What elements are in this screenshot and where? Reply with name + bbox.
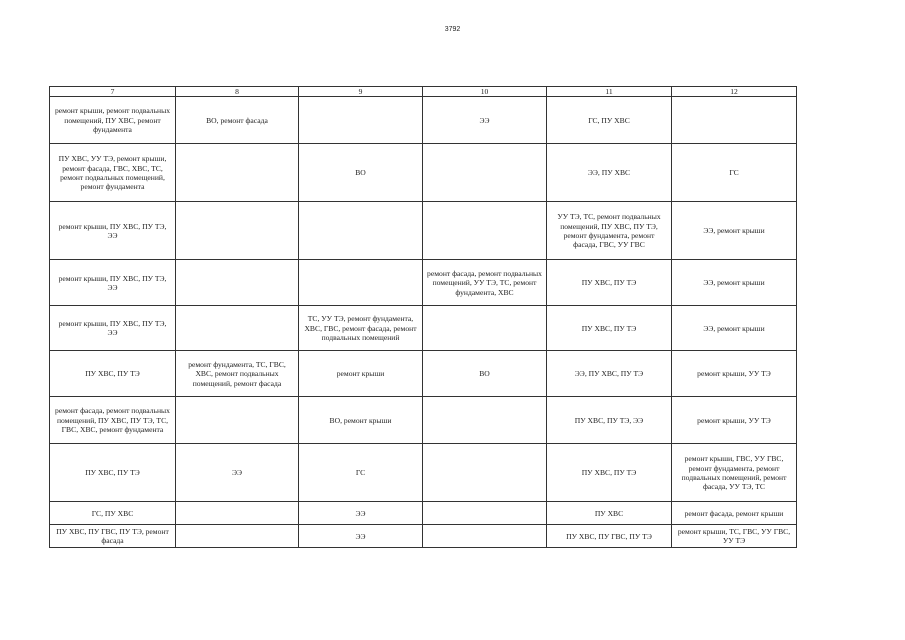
table-cell: ГС xyxy=(672,144,797,202)
table-cell: ЭЭ xyxy=(176,444,299,502)
table-cell: ремонт фасада, ремонт подвальных помещений, ПУ ХВС, ПУ ТЭ, ТС, ГВС, ХВС, ремонт фундамента xyxy=(50,397,176,444)
table-cell: ремонт крыши xyxy=(299,351,423,397)
column-header: 9 xyxy=(299,87,423,97)
table-cell: ЭЭ xyxy=(299,525,423,548)
column-header: 8 xyxy=(176,87,299,97)
table-cell: ПУ ХВС, ПУ ТЭ xyxy=(547,260,672,306)
table-cell xyxy=(423,502,547,525)
table-cell: ПУ ХВС, ПУ ТЭ xyxy=(547,444,672,502)
table-cell: ПУ ХВС, УУ ТЭ, ремонт крыши, ремонт фасада, ГВС, ХВС, ТС, ремонт подвальных помещений, ремонт фундамента xyxy=(50,144,176,202)
table-row xyxy=(50,525,797,548)
table-cell: ГС, ПУ ХВС xyxy=(547,97,672,144)
table-cell xyxy=(423,202,547,260)
table-cell: ЭЭ, ПУ ХВС xyxy=(547,144,672,202)
table-cell: ПУ ХВС, ПУ ГВС, ПУ ТЭ xyxy=(547,525,672,548)
table-cell xyxy=(299,97,423,144)
table-header-row xyxy=(50,87,797,97)
table-cell: ремонт фундамента, ТС, ГВС, ХВС, ремонт подвальных помещений, ремонт фасада xyxy=(176,351,299,397)
table-row xyxy=(50,144,797,202)
column-header: 10 xyxy=(423,87,547,97)
table-cell: ВО xyxy=(423,351,547,397)
table-cell xyxy=(423,306,547,351)
table-cell: ЭЭ, ремонт крыши xyxy=(672,202,797,260)
table-cell: ПУ ХВС, ПУ ТЭ, ЭЭ xyxy=(547,397,672,444)
table-cell xyxy=(423,397,547,444)
table-cell: ВО, ремонт фасада xyxy=(176,97,299,144)
table-cell: ремонт крыши, ПУ ХВС, ПУ ТЭ, ЭЭ xyxy=(50,306,176,351)
column-header: 7 xyxy=(50,87,176,97)
table-row xyxy=(50,306,797,351)
table-cell: ЭЭ, ремонт крыши xyxy=(672,306,797,351)
table-cell: ремонт крыши, ремонт подвальных помещений, ПУ ХВС, ремонт фундамента xyxy=(50,97,176,144)
table-cell xyxy=(672,97,797,144)
table-cell: ГС xyxy=(299,444,423,502)
table-row xyxy=(50,502,797,525)
table-cell: ремонт фасада, ремонт подвальных помещений, УУ ТЭ, ТС, ремонт фундамента, ХВС xyxy=(423,260,547,306)
table-row xyxy=(50,202,797,260)
table-cell xyxy=(299,260,423,306)
table-cell: ремонт крыши, ПУ ХВС, ПУ ТЭ, ЭЭ xyxy=(50,260,176,306)
table-cell: ремонт крыши, УУ ТЭ xyxy=(672,351,797,397)
table-cell: ЭЭ xyxy=(299,502,423,525)
table-cell: УУ ТЭ, ТС, ремонт подвальных помещений, ПУ ХВС, ПУ ТЭ, ремонт фундамента, ремонт фасада, ГВС, УУ ГВС xyxy=(547,202,672,260)
table-cell xyxy=(176,397,299,444)
column-header: 11 xyxy=(547,87,672,97)
table-cell: ЭЭ, ремонт крыши xyxy=(672,260,797,306)
table-cell: ЭЭ xyxy=(423,97,547,144)
table-cell xyxy=(423,144,547,202)
table-cell: ремонт крыши, ГВС, УУ ГВС, ремонт фундамента, ремонт подвальных помещений, ремонт фасада, УУ ТЭ, ТС xyxy=(672,444,797,502)
table-cell: ПУ ХВС, ПУ ТЭ xyxy=(547,306,672,351)
table-cell: ГС, ПУ ХВС xyxy=(50,502,176,525)
table-row xyxy=(50,397,797,444)
table-row xyxy=(50,351,797,397)
table-cell: ремонт крыши, ПУ ХВС, ПУ ТЭ, ЭЭ xyxy=(50,202,176,260)
table-cell: ТС, УУ ТЭ, ремонт фундамента, ХВС, ГВС, ремонт фасада, ремонт подвальных помещений xyxy=(299,306,423,351)
table-row xyxy=(50,260,797,306)
table-cell xyxy=(176,202,299,260)
table-cell xyxy=(423,525,547,548)
table-cell: ремонт крыши, ТС, ГВС, УУ ГВС, УУ ТЭ xyxy=(672,525,797,548)
table-cell: ЭЭ, ПУ ХВС, ПУ ТЭ xyxy=(547,351,672,397)
table-cell: ВО, ремонт крыши xyxy=(299,397,423,444)
table-cell: ПУ ХВС, ПУ ТЭ xyxy=(50,444,176,502)
table-cell: ПУ ХВС, ПУ ТЭ xyxy=(50,351,176,397)
table-cell: ремонт фасада, ремонт крыши xyxy=(672,502,797,525)
table-cell xyxy=(176,144,299,202)
table-cell xyxy=(423,444,547,502)
table-cell: ВО xyxy=(299,144,423,202)
works-table xyxy=(49,86,797,548)
table-cell xyxy=(299,202,423,260)
page-number: 3792 xyxy=(444,26,461,33)
table-cell xyxy=(176,525,299,548)
table-cell: ремонт крыши, УУ ТЭ xyxy=(672,397,797,444)
table-row xyxy=(50,97,797,144)
table-cell xyxy=(176,502,299,525)
table-row xyxy=(50,444,797,502)
table-cell xyxy=(176,260,299,306)
table-cell: ПУ ХВС, ПУ ГВС, ПУ ТЭ, ремонт фасада xyxy=(50,525,176,548)
column-header: 12 xyxy=(672,87,797,97)
table-cell: ПУ ХВС xyxy=(547,502,672,525)
table-cell xyxy=(176,306,299,351)
